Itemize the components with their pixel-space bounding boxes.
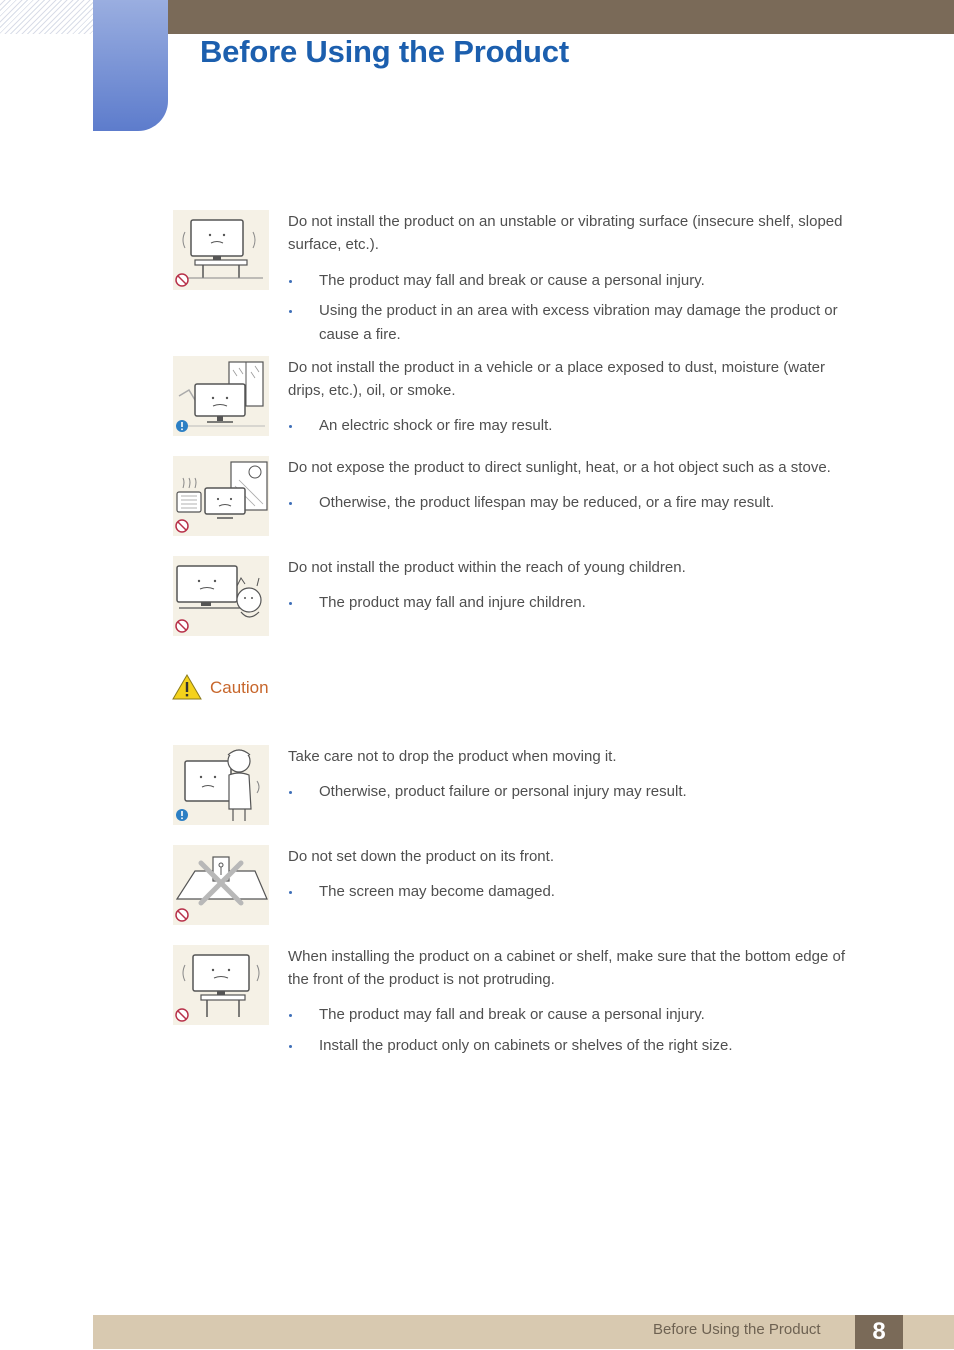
corner-hatch-decoration xyxy=(0,0,93,34)
illustration-moving-product xyxy=(173,745,269,825)
list-item: The product may fall and break or cause a personal injury. xyxy=(288,269,848,293)
prohibited-icon xyxy=(173,845,269,925)
footer-bar xyxy=(93,1315,954,1349)
caution-text: When installing the product on a cabinet or shelf, make sure that the bottom edge of the front of the product is not protruding. xyxy=(288,948,845,988)
footer-section-title: Before Using the Product xyxy=(653,1321,821,1338)
list-item: Install the product only on cabinets or shelves of the right size. xyxy=(288,1034,848,1058)
list-item: Otherwise, product failure or personal injury may result. xyxy=(288,780,848,804)
illustration-cabinet-edge xyxy=(173,945,269,1025)
illustration-sunlight-heat xyxy=(173,456,269,536)
warning-text: Do not install the product on an unstable or vibrating surface (insecure shelf, sloped surface, etc.). xyxy=(288,213,843,253)
illustration-unstable-surface xyxy=(173,210,269,290)
important-icon xyxy=(173,356,269,436)
list-item: The product may fall and injure children. xyxy=(288,591,848,615)
prohibited-icon xyxy=(173,456,269,536)
prohibited-icon xyxy=(173,945,269,1025)
warning-text: Do not install the product in a vehicle or a place exposed to dust, moisture (water drips, etc.), oil, or smoke. xyxy=(288,359,825,399)
illustration-screen-face-down xyxy=(173,845,269,925)
illustration-dust-moisture xyxy=(173,356,269,436)
caution-text: Take care not to drop the product when moving it. xyxy=(288,748,617,765)
warning-triangle-icon xyxy=(171,673,203,701)
chapter-tab xyxy=(93,0,168,131)
prohibited-icon xyxy=(173,210,269,290)
warning-text: Do not expose the product to direct sunlight, heat, or a hot object such as a stove. xyxy=(288,459,831,476)
caution-label: Caution xyxy=(210,678,269,697)
page-number: 8 xyxy=(855,1315,903,1349)
header-bar xyxy=(168,0,954,34)
list-item: Using the product in an area with excess vibration may damage the product or cause a fire. xyxy=(288,299,848,347)
caution-text: Do not set down the product on its front. xyxy=(288,848,554,865)
warning-text: Do not install the product within the reach of young children. xyxy=(288,559,686,576)
list-item: Otherwise, the product lifespan may be reduced, or a fire may result. xyxy=(288,491,848,515)
list-item: The screen may become damaged. xyxy=(288,880,848,904)
prohibited-icon xyxy=(173,556,269,636)
list-item: An electric shock or fire may result. xyxy=(288,414,848,438)
page-title: Before Using the Product xyxy=(200,34,569,69)
illustration-children xyxy=(173,556,269,636)
list-item: The product may fall and break or cause a personal injury. xyxy=(288,1003,848,1027)
important-icon xyxy=(173,745,269,825)
